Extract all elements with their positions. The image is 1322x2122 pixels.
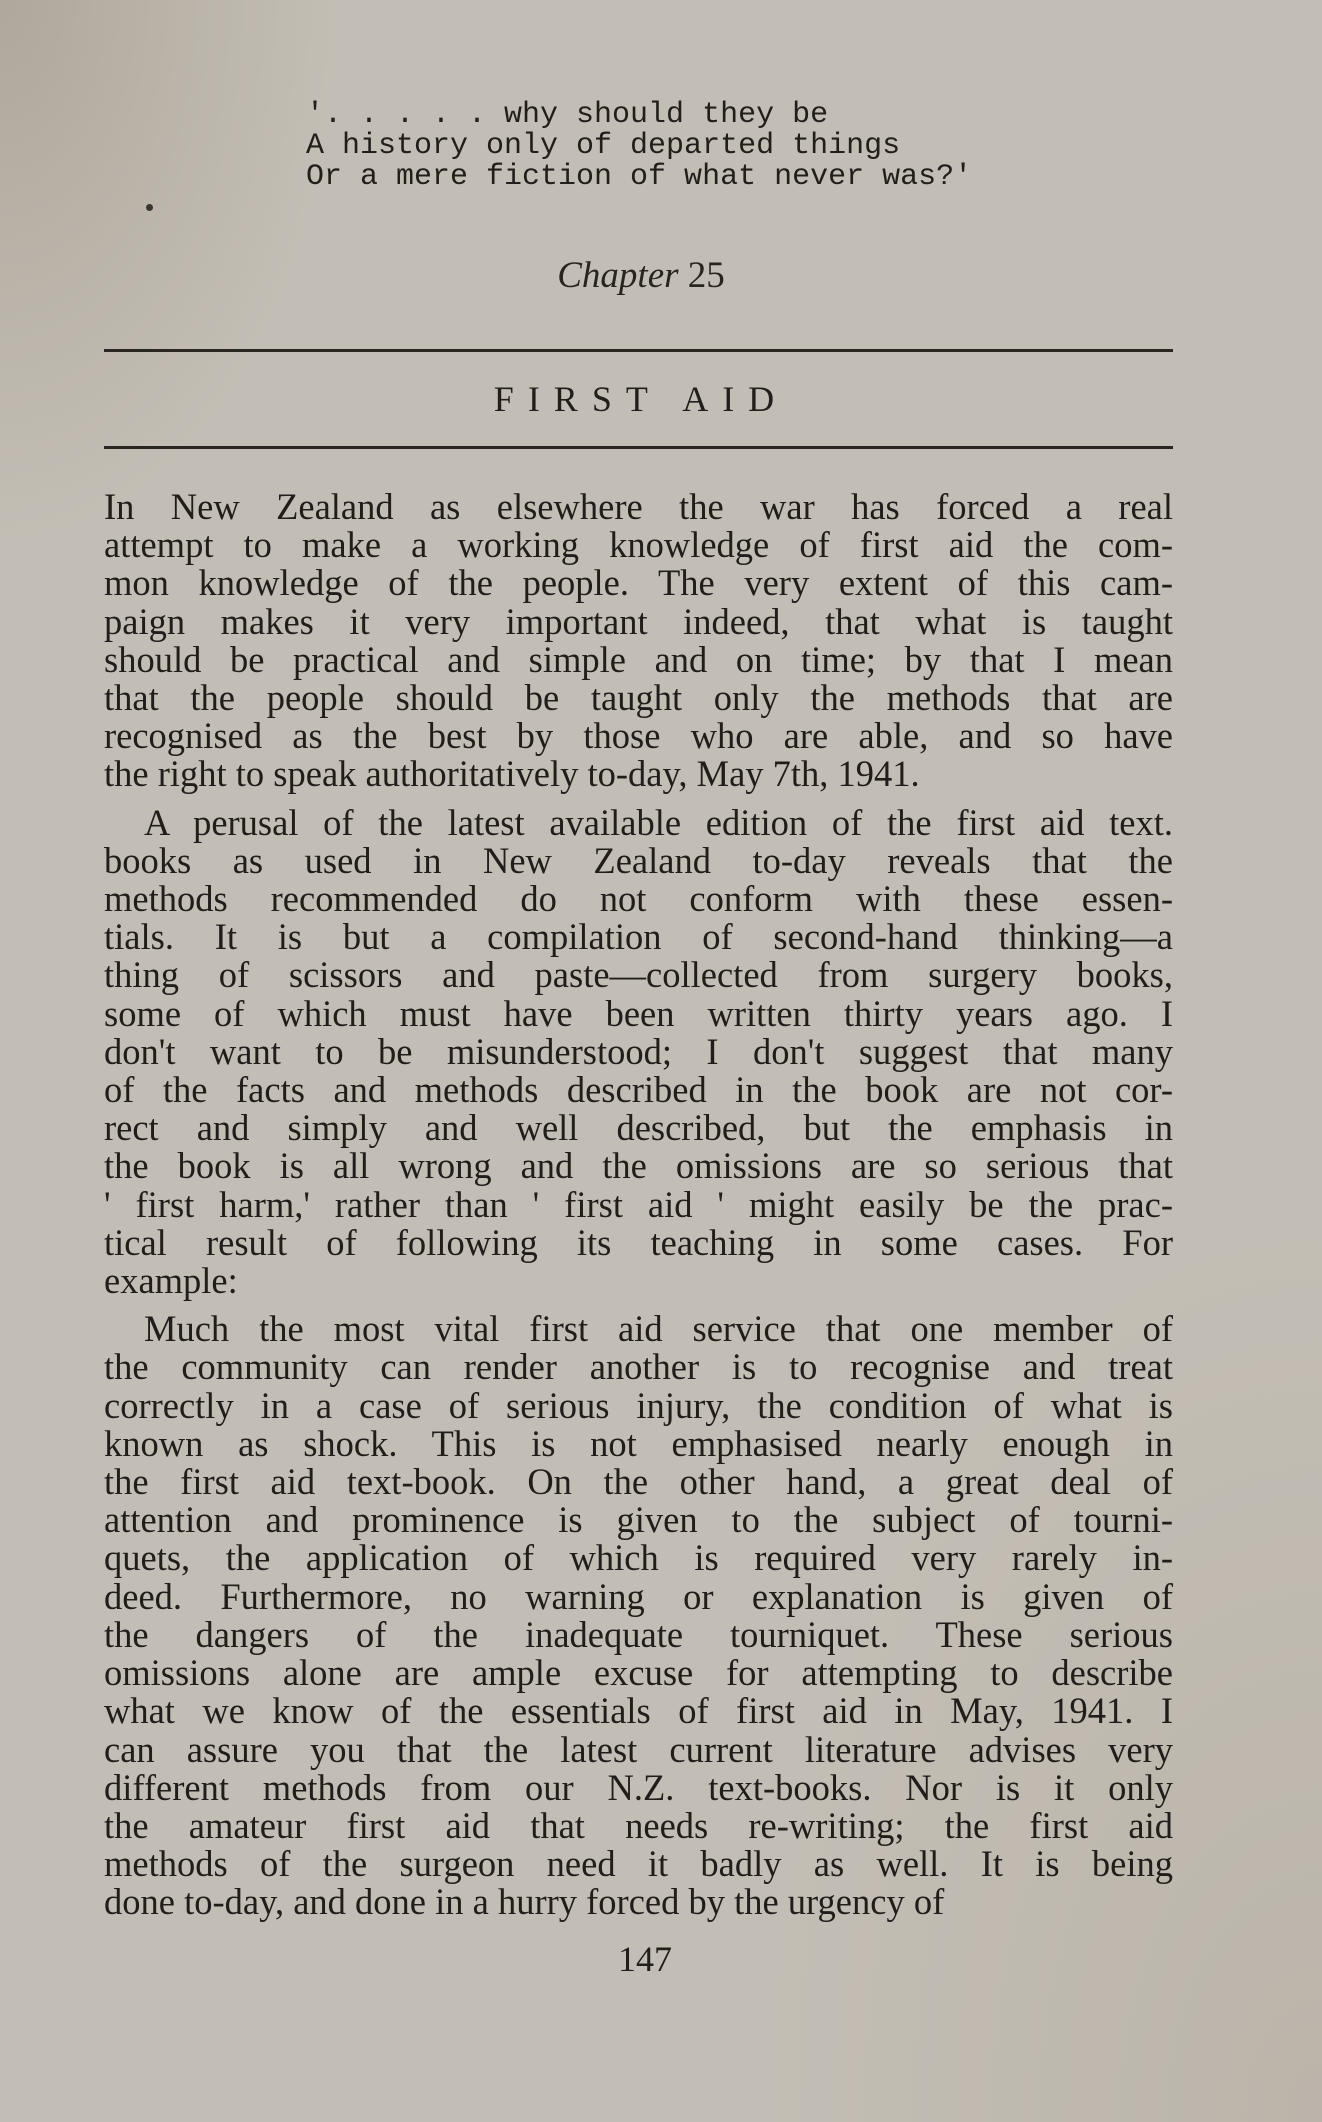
epigraph-line: A history only of departed things	[306, 129, 901, 163]
text-line: attempt to make a working knowledge of first aid the com-	[104, 524, 1173, 566]
text-line: deed. Furthermore, no warning or explanation is given of	[104, 1575, 1173, 1617]
text-line: correctly in a case of serious injury, the condition of what is	[104, 1384, 1173, 1426]
paragraph	[104, 488, 1173, 794]
text-line: attention and prominence is given to the subject of tourni-	[104, 1499, 1173, 1541]
text-line: In New Zealand as elsewhere the war has forced a real	[104, 486, 1173, 527]
text-line: the amateur first aid that needs re-writing; the first aid	[104, 1804, 1173, 1846]
chapter-label	[0, 254, 1282, 297]
text-line: methods recommended do not conform with these essen-	[104, 878, 1173, 920]
text-line: Much the most vital first aid service that one member of	[144, 1308, 1173, 1350]
chapter-number: 25	[687, 255, 725, 296]
ink-speck	[146, 204, 153, 211]
text-line: what we know of the essentials of first aid in May, 1941. I	[104, 1690, 1173, 1732]
page-number: 147	[618, 1939, 672, 1979]
text-line: that the people should be taught only the methods that are	[104, 677, 1173, 719]
text-line: mon knowledge of the people. The very extent of this cam-	[104, 562, 1173, 604]
text-line: tials. It is but a compilation of second-hand thinking—a	[104, 916, 1173, 958]
epigraph-line: '. . . . . why should they be	[306, 98, 829, 132]
text-line: don't want to be misunderstood; I don't suggest that many	[104, 1030, 1173, 1072]
text-line: paign makes it very important indeed, that what is taught	[104, 600, 1173, 642]
title-rule-top	[104, 349, 1173, 352]
text-line: A perusal of the latest available edition of the first aid text.	[144, 801, 1173, 843]
text-line: can assure you that the latest current literature advises very	[104, 1728, 1173, 1770]
epigraph	[306, 100, 972, 193]
text-line: of the facts and methods described in the book are not cor-	[104, 1069, 1173, 1111]
chapter-word: Chapter	[557, 255, 679, 296]
text-line: omissions alone are ample excuse for attempting to describe	[104, 1652, 1173, 1694]
text-line: rect and simply and well described, but the emphasis in	[104, 1107, 1173, 1149]
text-line: the community can render another is to recognise and treat	[104, 1346, 1173, 1388]
text-line: the first aid text-book. On the other hand, a great deal of	[104, 1461, 1173, 1503]
text-line: known as shock. This is not emphasised nearly enough in	[104, 1422, 1173, 1464]
text-line: example:	[104, 1260, 238, 1302]
text-line: the book is all wrong and the omissions are so serious that	[104, 1145, 1173, 1187]
text-line: methods of the surgeon need it badly as well. It is being	[104, 1843, 1173, 1885]
text-line: should be practical and simple and on time; by that I mean	[104, 638, 1173, 680]
title-rule-bottom	[104, 446, 1173, 449]
text-line: the right to speak authoritatively to-day, May 7th, 1941.	[104, 753, 920, 795]
text-line: some of which must have been written thirty years ago. I	[104, 992, 1173, 1034]
text-line: different methods from our N.Z. text-books. Nor is it only	[104, 1766, 1173, 1808]
text-line: tical result of following its teaching in some cases. For	[104, 1221, 1173, 1263]
chapter-title: FIRST AID	[493, 379, 789, 419]
text-line: quets, the application of which is required very rarely in-	[104, 1537, 1173, 1579]
text-line: recognised as the best by those who are able, and so have	[104, 715, 1173, 757]
text-line: ' first harm,' rather than ' first aid ' might easily be the prac-	[104, 1183, 1173, 1225]
paragraph	[104, 801, 1173, 1302]
epigraph-line: Or a mere fiction of what never was?'	[306, 160, 973, 194]
paragraph	[104, 1310, 1173, 1921]
text-line: the dangers of the inadequate tourniquet. These serious	[104, 1613, 1173, 1655]
body-text	[104, 488, 1173, 1932]
text-line: books as used in New Zealand to-day reveals that the	[104, 839, 1173, 881]
text-line: thing of scissors and paste—collected from surgery books,	[104, 954, 1173, 996]
text-line: done to-day, and done in a hurry forced by the urgency of	[104, 1881, 945, 1923]
